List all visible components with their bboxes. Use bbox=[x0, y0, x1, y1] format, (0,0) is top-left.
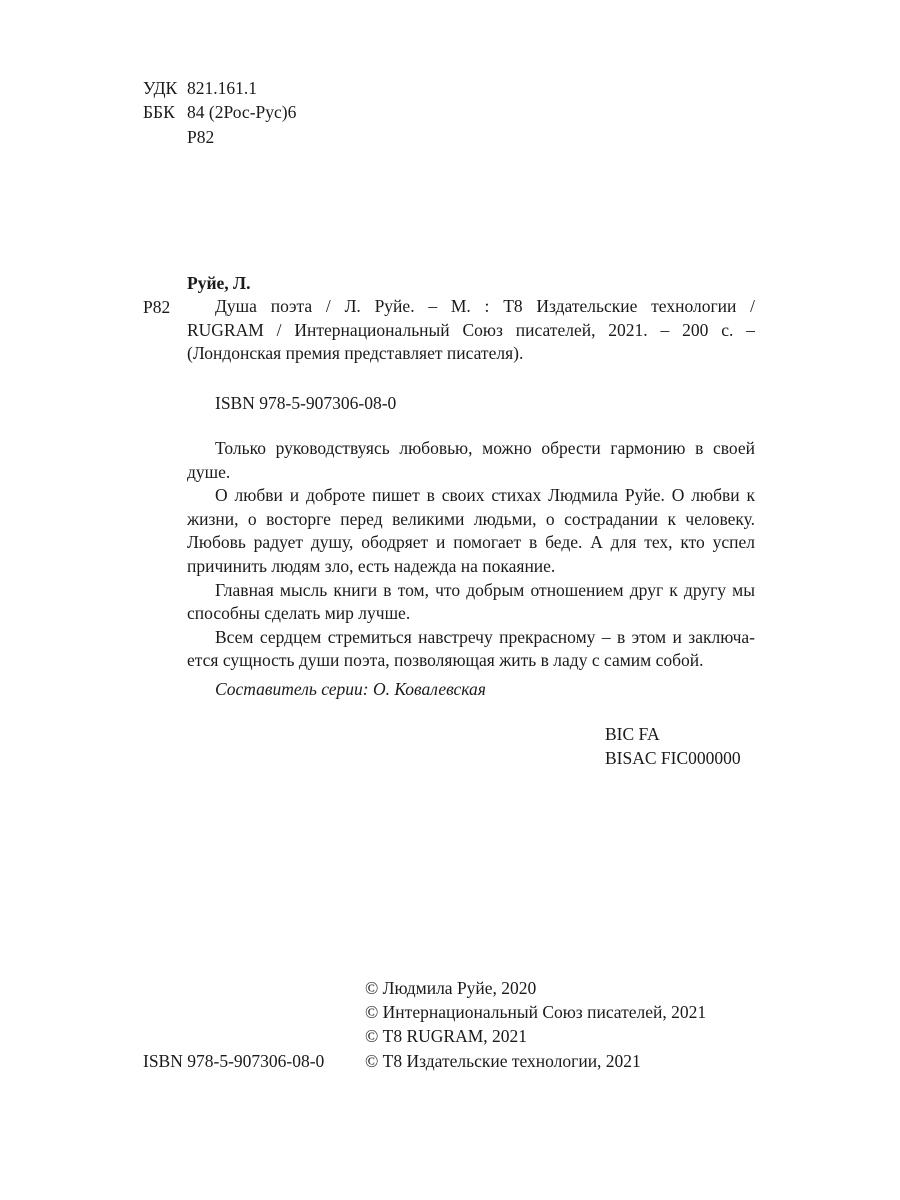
abstract bbox=[187, 437, 755, 673]
record-line: Душа поэта / Л. Руйе. – М. : Т8 Издательские технологии / bbox=[215, 296, 755, 316]
copyright-line: © Интернациональный Союз писателей, 2021 bbox=[365, 1002, 707, 1022]
bisac-code: BISAC FIC000000 bbox=[605, 748, 741, 768]
bbk-label: ББК bbox=[143, 102, 175, 122]
record-line: RUGRAM / Интернациональный Союз писателей, 2021. – 200 с. – bbox=[187, 319, 755, 340]
record-author-mark: Р82 bbox=[143, 297, 171, 317]
udk-value: 821.161.1 bbox=[187, 78, 257, 98]
copyright-line: © Т8 RUGRAM, 2021 bbox=[365, 1026, 528, 1046]
series-compiler: Составитель серии: О. Ковалевская bbox=[215, 679, 486, 699]
abstract-line: душе. bbox=[187, 461, 231, 482]
abstract-line: Главная мысль книги в том, что добрым отношением друг к другу мы bbox=[215, 579, 755, 600]
abstract-line: способны сделать мир лучше. bbox=[187, 603, 411, 624]
bic-code: BIC FA bbox=[605, 724, 660, 744]
abstract-line: причинить людям зло, есть надежда на покаяние. bbox=[187, 555, 556, 576]
abstract-line: Только руководствуясь любовью, можно обрести гармонию в своей bbox=[215, 438, 755, 458]
udk-label: УДК bbox=[143, 78, 178, 98]
abstract-line: Всем сердцем стремиться навстречу прекрасному – в этом и заключа- bbox=[215, 626, 755, 647]
record-description bbox=[187, 295, 755, 366]
author-mark: Р82 bbox=[187, 127, 215, 147]
bbk-value: 84 (2Рос-Рус)6 bbox=[187, 102, 297, 122]
record-isbn: ISBN 978-5-907306-08-0 bbox=[215, 393, 397, 413]
record-line: (Лондонская премия представляет писателя). bbox=[187, 343, 524, 364]
abstract-line: Любовь радует душу, ободряет и помогает в беде. А для тех, кто успел bbox=[187, 532, 755, 553]
copyright-line: © Т8 Издательские технологии, 2021 bbox=[365, 1051, 641, 1071]
bottom-isbn: ISBN 978-5-907306-08-0 bbox=[143, 1051, 325, 1071]
abstract-line: О любви и доброте пишет в своих стихах Людмила Руйе. О любви к bbox=[215, 485, 755, 506]
record-author: Руйе, Л. bbox=[187, 273, 251, 293]
abstract-line: жизни, о восторге перед великими людьми, о сострадании к человеку. bbox=[187, 508, 755, 529]
copyright-line: © Людмила Руйе, 2020 bbox=[365, 978, 537, 998]
abstract-line: ется сущность души поэта, позволяющая жить в ладу с самим собой. bbox=[187, 650, 704, 671]
